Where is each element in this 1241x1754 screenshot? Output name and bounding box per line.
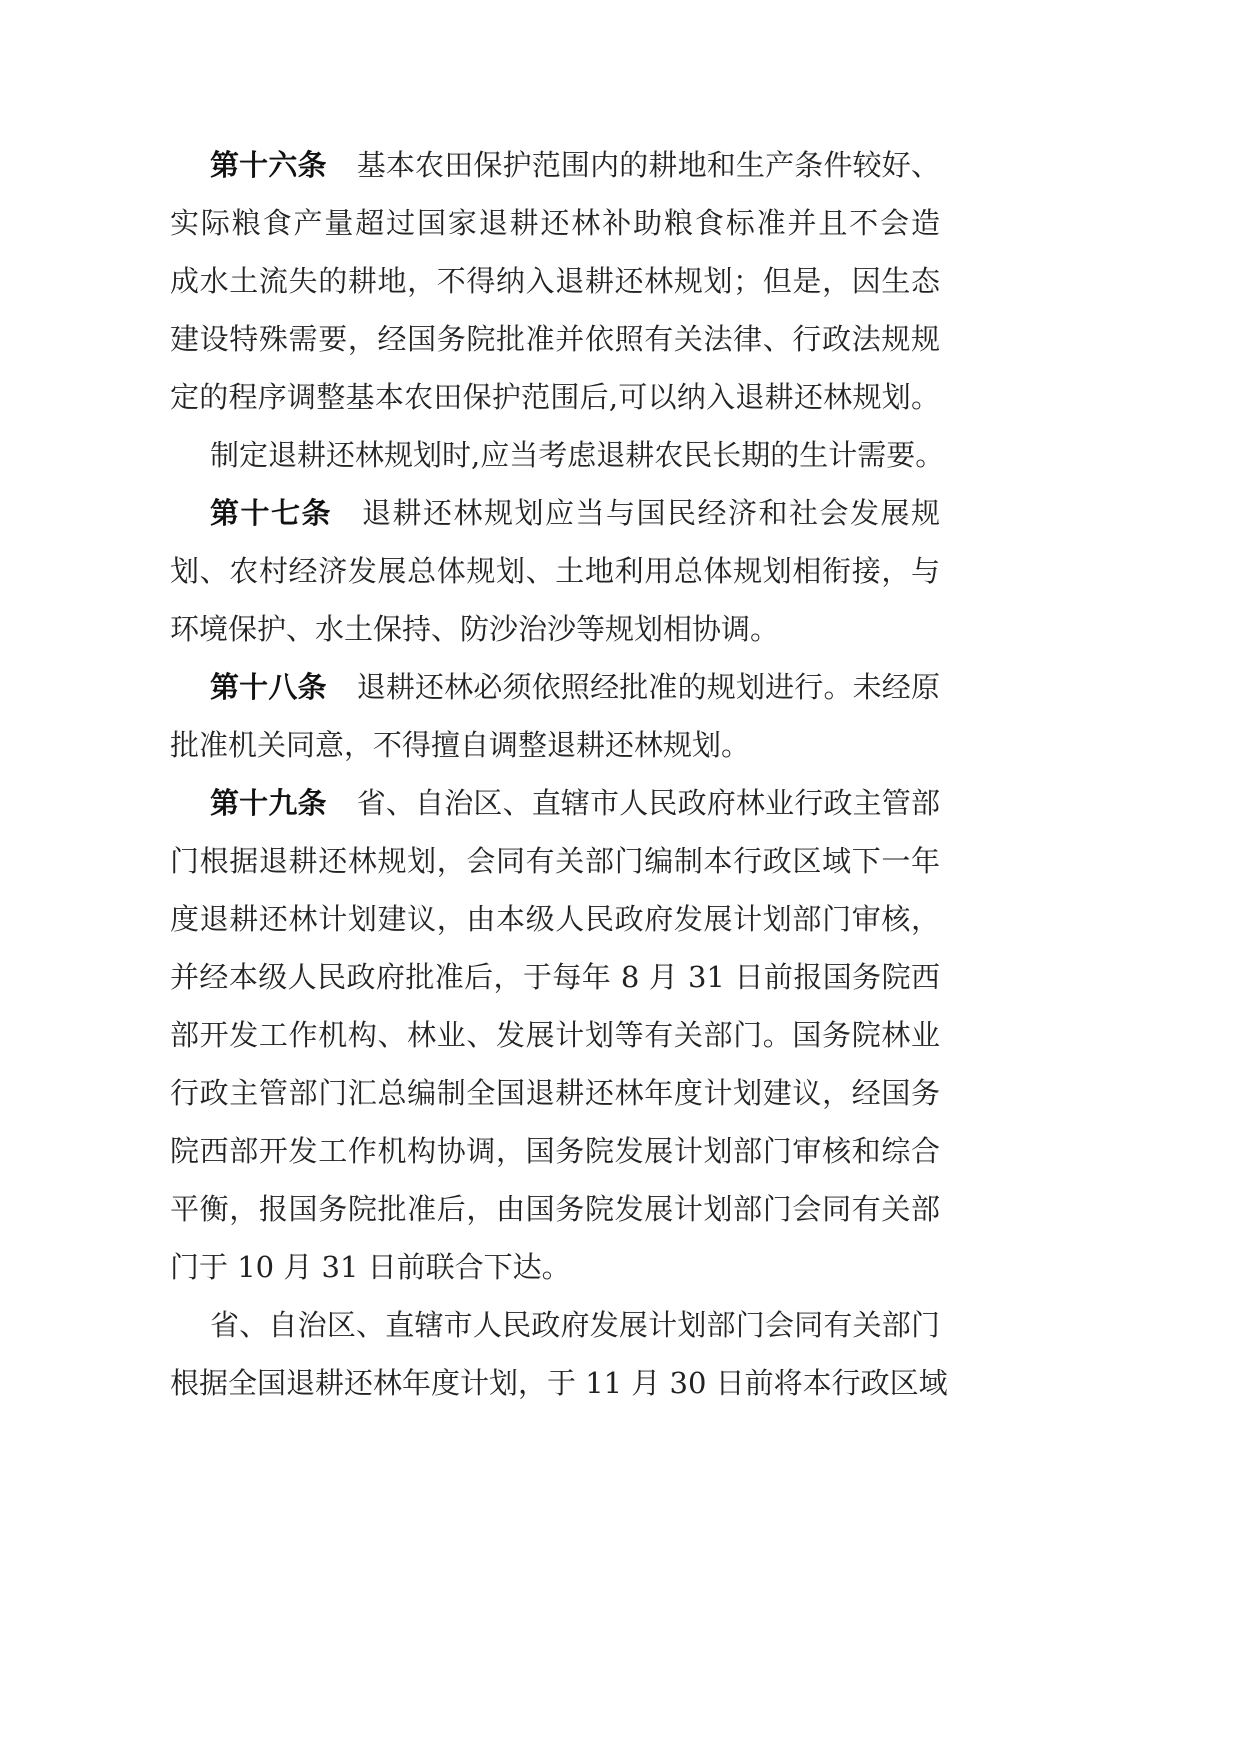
line-text: 建设特殊需要，经国务院批准并依照有关法律、行政法规规: [170, 322, 940, 356]
line-text: 批准机关同意，不得擅自调整退耕还林规划。: [170, 728, 751, 762]
text-line: [170, 1122, 940, 1180]
line-text: 根据全国退耕还林年度计划，于 11 月 30 日前将本行政区域: [170, 1366, 948, 1400]
text-line: [170, 484, 940, 542]
line-text: 门于 10 月 31 日前联合下达。: [170, 1250, 571, 1284]
text-line: [170, 832, 940, 890]
line-text: 省、自治区、直辖市人民政府林业行政主管部: [356, 786, 940, 820]
article-heading: 第十七条: [210, 496, 332, 530]
text-line: [170, 1006, 940, 1064]
article-heading: 第十九条: [210, 786, 327, 820]
line-text: 实际粮食产量超过国家退耕还林补助粮食标准并且不会造: [170, 206, 940, 240]
line-text: 基本农田保护范围内的耕地和生产条件较好、: [356, 148, 940, 182]
text-line: [170, 252, 940, 310]
article-heading: 第十六条: [210, 148, 327, 182]
line-text: 部开发工作机构、林业、发展计划等有关部门。国务院林业: [170, 1018, 940, 1052]
line-text: 划、农村经济发展总体规划、土地利用总体规划相衔接，与: [170, 554, 940, 588]
text-line: [170, 1238, 940, 1296]
text-line: [170, 136, 940, 194]
line-text: 成水土流失的耕地，不得纳入退耕还林规划；但是，因生态: [170, 264, 940, 298]
line-text: 省、自治区、直辖市人民政府发展计划部门会同有关部门: [210, 1308, 940, 1342]
line-text: 度退耕还林计划建议，由本级人民政府发展计划部门审核，: [170, 902, 940, 936]
text-line: [170, 1064, 940, 1122]
text-line: [170, 542, 940, 600]
document-body: [170, 136, 948, 1412]
text-line: [170, 890, 940, 948]
line-text: 平衡，报国务院批准后，由国务院发展计划部门会同有关部: [170, 1192, 940, 1226]
text-line: [170, 1354, 948, 1412]
line-text: 门根据退耕还林规划，会同有关部门编制本行政区域下一年: [170, 844, 940, 878]
article-heading: 第十八条: [210, 670, 327, 704]
text-line: [170, 194, 940, 252]
text-line: [170, 716, 940, 774]
line-text: 退耕还林规划应当与国民经济和社会发展规: [362, 496, 940, 530]
line-text: 环境保护、水土保持、防沙治沙等规划相协调。: [170, 612, 780, 646]
text-line: [170, 1180, 940, 1238]
line-text: 制定退耕还林规划时,应当考虑退耕农民长期的生计需要。: [210, 438, 945, 472]
line-text: 院西部开发工作机构协调，国务院发展计划部门审核和综合: [170, 1134, 940, 1168]
text-line: [170, 658, 940, 716]
line-text: 行政主管部门汇总编制全国退耕还林年度计划建议，经国务: [170, 1076, 940, 1110]
line-text: 并经本级人民政府批准后，于每年 8 月 31 日前报国务院西: [170, 960, 940, 994]
text-line: [170, 1296, 940, 1354]
line-text: 定的程序调整基本农田保护范围后,可以纳入退耕还林规划。: [170, 380, 940, 414]
line-text: 退耕还林必须依照经批准的规划进行。未经原: [356, 670, 940, 704]
text-line: [170, 948, 940, 1006]
text-line: [170, 600, 940, 658]
text-line: [170, 774, 940, 832]
text-line: [170, 368, 940, 426]
text-line: [170, 310, 940, 368]
text-line: [170, 426, 945, 484]
